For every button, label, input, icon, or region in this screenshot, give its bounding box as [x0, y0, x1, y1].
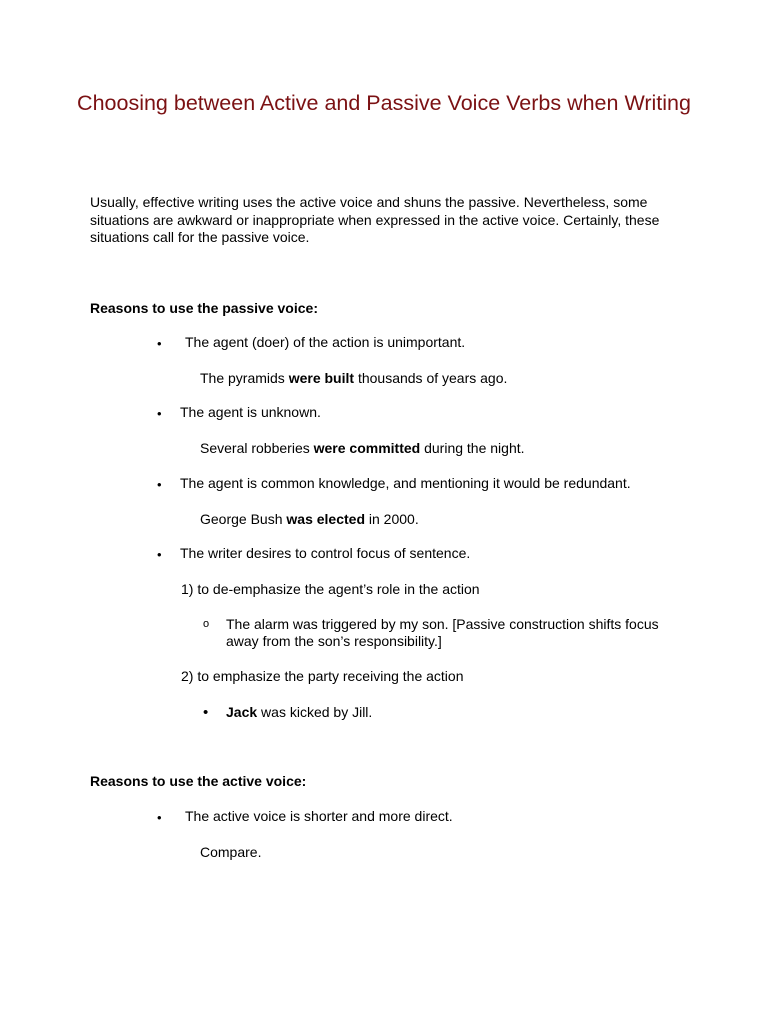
passive-reason-4-sub-2-example: Jack was kicked by Jill.: [226, 704, 373, 720]
passive-section-heading: Reasons to use the passive voice:: [90, 300, 318, 316]
sub-bullet-icon: o: [203, 618, 210, 630]
passive-reason-3: The agent is common knowledge, and mentioning it would be redundant.: [180, 475, 631, 491]
passive-reason-2: The agent is unknown.: [180, 404, 321, 420]
active-section-heading: Reasons to use the active voice:: [90, 773, 307, 789]
passive-example-1: The pyramids were built thousands of years ago.: [200, 370, 508, 386]
passive-reason-4-sub-1-example: The alarm was triggered by my son. [Passive construction shifts focus away from the son’s responsibility.]: [226, 616, 659, 649]
passive-reason-4: The writer desires to control focus of sentence.: [180, 545, 471, 561]
bullet-icon: •: [157, 406, 162, 421]
passive-reason-1: The agent (doer) of the action is unimportant.: [185, 334, 466, 350]
passive-example-2: Several robberies were committed during the night.: [200, 440, 525, 456]
bullet-icon: •: [203, 704, 209, 721]
passive-reason-4-sub-2: 2) to emphasize the party receiving the action: [181, 668, 464, 684]
document-title: Choosing between Active and Passive Voice Verbs when Writing: [77, 91, 691, 115]
intro-paragraph: Usually, effective writing uses the active voice and shuns the passive. Nevertheless, some situations are awkward or inappropriate when expressed in the active voice. Certainly, these situations call for the passive voice.: [90, 194, 660, 245]
passive-example-3: George Bush was elected in 2000.: [200, 511, 419, 527]
bullet-icon: •: [157, 477, 162, 492]
bullet-icon: •: [157, 810, 162, 825]
bullet-icon: •: [157, 547, 162, 562]
active-reason-1: The active voice is shorter and more direct.: [185, 808, 453, 824]
active-example-1: Compare.: [200, 844, 262, 860]
passive-reason-4-sub-1: 1) to de-emphasize the agent’s role in the action: [181, 581, 480, 597]
bullet-icon: •: [157, 336, 162, 351]
